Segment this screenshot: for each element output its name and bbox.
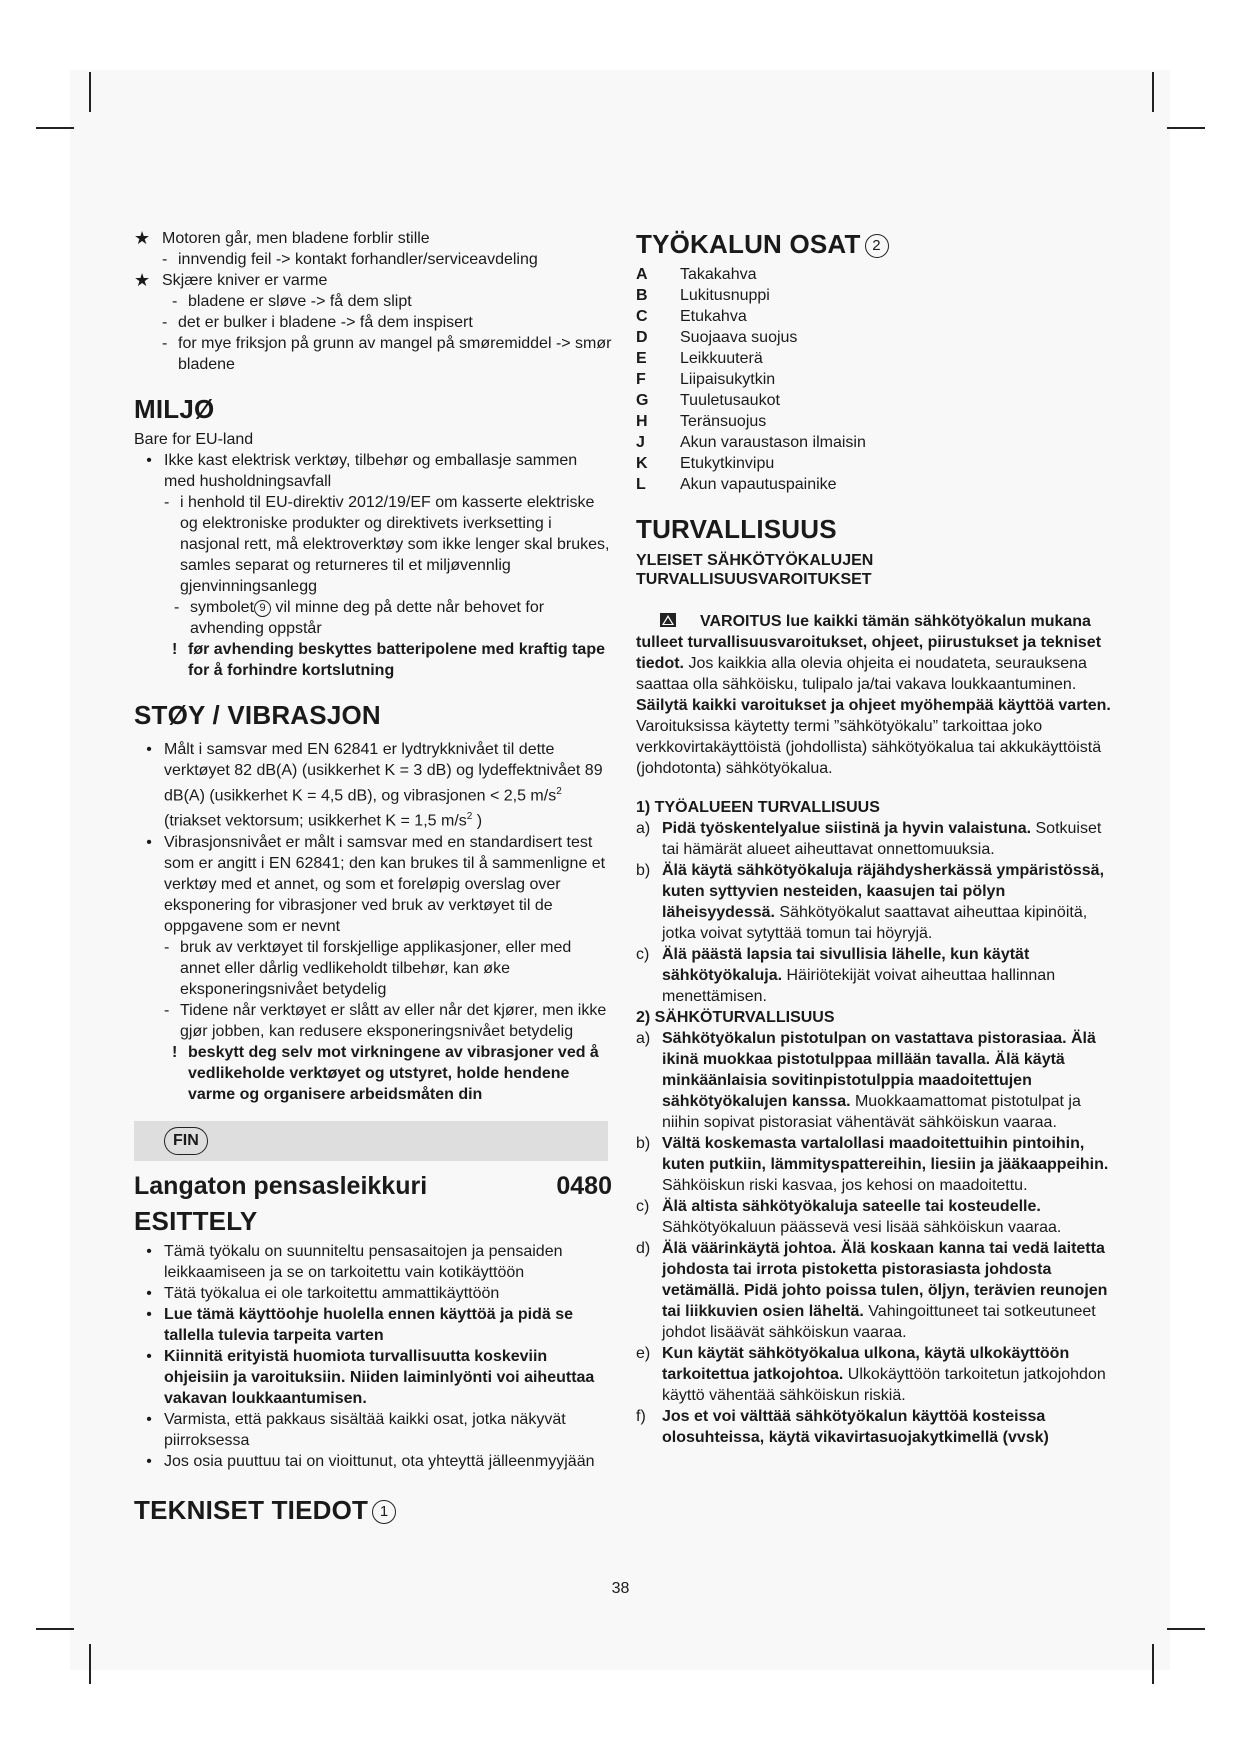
- part-label: Akun varaustason ilmaisin: [680, 434, 866, 451]
- part-key: J: [636, 434, 645, 451]
- crop-mark: [1152, 1644, 1154, 1684]
- safety-item: b) Älä käytä sähkötyökaluja räjähdysherkässä ympäristössä, kuten syttyvien nesteiden, kaasujen tai pölyn läheisyydessä. Sähkötyökalut saattavat aiheuttaa kipinöitä, jotka voivat sytyttää tomun tai höyryjä.: [636, 862, 1105, 942]
- esittely-bullet: • Tämä työkalu on suunniteltu pensasaitojen ja pensaiden leikkaamiseen ja se on tarkoitettu vain kotikäyttöön: [146, 1242, 563, 1281]
- part-key: F: [636, 371, 646, 388]
- part-label: Suojaava suojus: [680, 329, 798, 346]
- safety-section-title: 2) SÄHKÖTURVALLISUUS: [636, 1009, 835, 1026]
- safety-item: c) Älä altista sähkötyökaluja sateelle tai kosteudelle. Sähkötyökaluun päässevä vesi lisää sähköiskun vaaraa.: [636, 1198, 1062, 1236]
- warning-icon: !: [172, 641, 178, 658]
- miljo-warning: ! før avhending beskyttes batteripolene med kraftig tape for å forhindre kortslutning: [172, 641, 605, 679]
- safety-item: d) Älä väärinkäytä johtoa. Älä koskaan kanna tai vedä laitetta johdosta tai irrota pistoketta pistorasiasta johdosta vetämällä. Pidä johto poissa tulen, öljyn, terävien reunojen tai liikkuvien osien läheltä. Vahingoittuneet tai sotkeutuneet johdot lisäävät sähköiskun vaaraa.: [636, 1240, 1108, 1341]
- part-label: Takakahva: [680, 266, 757, 283]
- crop-mark: [36, 1628, 74, 1630]
- noise-bullet: • Målt i samsvar med EN 62841 er lydtrykknivået til dette verktøyet 82 dB(A) (usikkerhet K = 3 dB) og lydeffektnivået 89 dB(A) (usikkerhet K = 4,5 dB), og vibrasjonen < 2,5 $m/s^2$ (triakset vektorsum; usikkerhet K = 1,5 $m/s^2$ ): [146, 741, 603, 830]
- figure-ref-2: 2: [865, 234, 889, 258]
- figure-ref-1: 1: [372, 1500, 396, 1524]
- safety-item: a) Pidä työskentelyalue siistinä ja hyvin valaistuna. Sotkuiset tai hämärät alueet aiheuttavat onnettomuuksia.: [636, 820, 1102, 858]
- safety-warning-paragraph: VAROITUS lue kaikki tämän sähkötyökalun mukana tulleet turvallisuusvaroitukset, ohjeet, piirustukset ja tekniset tiedot. Jos kaikkia alla olevia ohjeita ei noudateta, seurauksena saattaa olla sähköisku, tulipalo ja/tai vakava loukkaantuminen. Säilytä kaikki varoitukset ja ohjeet myöhempää käyttöä varten. Varoituksissa käytetty termi ”sähkötyökalu” tarkoittaa joko verkkovirtakäyttöistä (johdollista) sähkötyökalua tai akkukäyttöistä (johdotonta) sähkötyökalua.: [636, 613, 1111, 777]
- esittely-bullet: • Jos osia puuttuu tai on vioittunut, ota yhteyttä jälleenmyyjään: [146, 1452, 595, 1470]
- noise-sub: - bruk av verktøyet til forskjellige applikasjoner, eller med annet eller dårlig vedlikeholdt tilbehør, kan øke eksponeringsnivået betydelig: [164, 938, 572, 998]
- safety-item: b) Vältä koskemasta vartalollasi maadoitettuihin pintoihin, kuten putkiin, lämmityspattereihin, liesiin ja jääkaappeihin. Sähköiskun riski kasvaa, jos kehosi on maadoitettu.: [636, 1135, 1109, 1194]
- crop-mark: [36, 127, 74, 129]
- crop-mark: [89, 1644, 91, 1684]
- product-model: 0480: [556, 1171, 612, 1200]
- noise-bullet: • Vibrasjonsnivået er målt i samsvar med en standardisert test som er angitt i EN 62841; den kan brukes til å sammenligne et verktøy med et annet, og som et foreløpig overslag over eksponering for vibrasjoner ved bruk av verktøyet til de oppgavene som er nevnt: [146, 833, 606, 935]
- trouble-symptom: Motoren går, men bladene forblir stille: [162, 230, 430, 247]
- part-key: E: [636, 350, 647, 367]
- crop-mark: [1167, 127, 1205, 129]
- figure-ref-9: 9: [254, 600, 271, 617]
- safety-item: e) Kun käytät sähkötyökalua ulkona, käytä ulkokäyttöön tarkoitettua jatkojohtoa. Ulkokäyttöön tarkoitetun jatkojohdon käyttö vähentää sähköiskun riskiä.: [636, 1345, 1106, 1404]
- safety-section-title: 1) TYÖALUEEN TURVALLISUUS: [636, 799, 880, 816]
- noise-warning: ! beskytt deg selv mot virkningene av vibrasjoner ved å vedlikeholde verktøyet og utstyret, holde hendene varme og organisere arbeidsmåten din: [172, 1043, 599, 1103]
- trouble-cause: - det er bulker i bladene -> få dem inspisert: [162, 314, 473, 331]
- star-icon: ★: [134, 270, 151, 290]
- part-key: D: [636, 329, 648, 346]
- language-bar: [134, 1121, 608, 1161]
- language-badge: FIN: [164, 1127, 208, 1155]
- section-heading-miljo: MILJØ: [134, 394, 215, 424]
- warning-triangle-icon: [660, 613, 676, 627]
- part-key: L: [636, 476, 646, 493]
- esittely-bullet: • Tätä työkalua ei ole tarkoitettu ammattikäyttöön: [146, 1284, 500, 1302]
- esittely-list: [134, 1241, 612, 1472]
- trouble-cause: - bladene er sløve -> få dem slipt: [172, 293, 412, 310]
- trouble-cause: - innvendig feil -> kontakt forhandler/serviceavdeling: [162, 251, 538, 268]
- safety-item: c) Älä päästä lapsia tai sivullisia lähelle, kun käytät sähkötyökaluja. Häiriötekijät voivat aiheuttaa hallinnan menettämisen.: [636, 946, 1056, 1005]
- trouble-item: [134, 228, 612, 249]
- esittely-bullet: • Lue tämä käyttöohje huolella ennen käyttöä ja pidä se tallella tulevia tarpeita varten: [146, 1305, 573, 1344]
- part-key: C: [636, 308, 648, 325]
- part-label: Teränsuojus: [680, 413, 767, 430]
- star-icon: ★: [134, 228, 151, 248]
- crop-mark: [89, 72, 91, 112]
- section-heading-tekniset: TEKNISET TIEDOT 1: [134, 1494, 612, 1526]
- section-heading-esittely: ESITTELY: [134, 1205, 258, 1236]
- crop-mark: [1152, 72, 1154, 112]
- part-label: Tuuletusaukot: [680, 392, 780, 409]
- left-column: [134, 228, 612, 1526]
- miljo-sub: - symbolet 9 vil minne deg på dette når behovet for avhending oppstår: [174, 599, 545, 637]
- part-key: A: [636, 266, 648, 283]
- safety-subheading: YLEISET SÄHKÖTYÖKALUJEN TURVALLISUUSVAROITUKSET: [636, 552, 874, 588]
- part-label: Etukahva: [680, 308, 747, 325]
- page-number: 38: [611, 1580, 630, 1597]
- safety-item: a) Sähkötyökalun pistotulpan on vastattava pistorasiaa. Älä ikinä muokkaa pistotulppaa millään tavalla. Älä käytä minkäänlaisia sovitinpistotulppia maadoitettujen sähkötyökalujen kanssa. Muokkaamattomat pistotulpat ja niihin sopivat pistorasiat vähentävät sähköiskun vaaraa.: [636, 1030, 1096, 1131]
- part-label: Lukitusnuppi: [680, 287, 770, 304]
- noise-sub: - Tidene når verktøyet er slått av eller når det kjører, men ikke gjør jobben, kan redusere eksponeringsnivået betydelig: [164, 1001, 607, 1040]
- part-label: Akun vapautuspainike: [680, 476, 837, 493]
- safety-sections: [636, 797, 1120, 1448]
- trouble-cause: - for mye friksjon på grunn av mangel på smøremiddel -> smør bladene: [162, 335, 612, 373]
- miljo-sub: - i henhold til EU-direktiv 2012/19/EF om kasserte elektriske og elektroniske produkter og direktivets iverksetting i nasjonal rett, må elektroverktøy som ikke lenger skal brukes, samles separat og returneres til et miljøvennlig gjenvinningsanlegg: [164, 494, 610, 595]
- crop-mark: [1167, 1628, 1205, 1630]
- part-key: H: [636, 413, 648, 430]
- part-key: G: [636, 392, 649, 409]
- right-column: [636, 228, 1120, 1448]
- part-key: B: [636, 287, 648, 304]
- product-name: Langaton pensasleikkuri: [134, 1171, 428, 1200]
- parts-list: [636, 264, 1120, 495]
- esittely-bullet: • Varmista, että pakkaus sisältää kaikki osat, jotka näkyvät piirroksessa: [146, 1410, 566, 1449]
- section-heading-safety: TURVALLISUUS: [636, 514, 837, 544]
- safety-item: f) Jos et voi välttää sähkötyökalun käyttöä kosteissa olosuhteissa, käytä vikavirtasuojakytkimellä (vvsk): [636, 1408, 1049, 1446]
- esittely-bullet: • Kiinnitä erityistä huomiota turvallisuutta koskeviin ohjeisiin ja varoituksiin. Niiden laiminlyönti voi aiheuttaa vakavan loukkaantumisen.: [146, 1347, 595, 1407]
- trouble-item: [134, 270, 612, 291]
- miljo-bullet: • Ikke kast elektrisk verktøy, tilbehør og emballasje sammen med husholdningsavfall: [146, 452, 578, 490]
- trouble-symptom: Skjære kniver er varme: [162, 272, 328, 289]
- part-key: K: [636, 455, 648, 472]
- part-label: Liipaisukytkin: [680, 371, 776, 388]
- product-title: [134, 1169, 612, 1203]
- part-label: Etukytkinvipu: [680, 455, 775, 472]
- warning-icon: !: [172, 1043, 178, 1061]
- part-label: Leikkuuterä: [680, 350, 763, 367]
- miljo-intro: Bare for EU-land: [134, 431, 254, 448]
- section-heading-parts: TYÖKALUN OSAT 2: [636, 228, 1120, 260]
- section-heading-noise: STØY / VIBRASJON: [134, 700, 381, 730]
